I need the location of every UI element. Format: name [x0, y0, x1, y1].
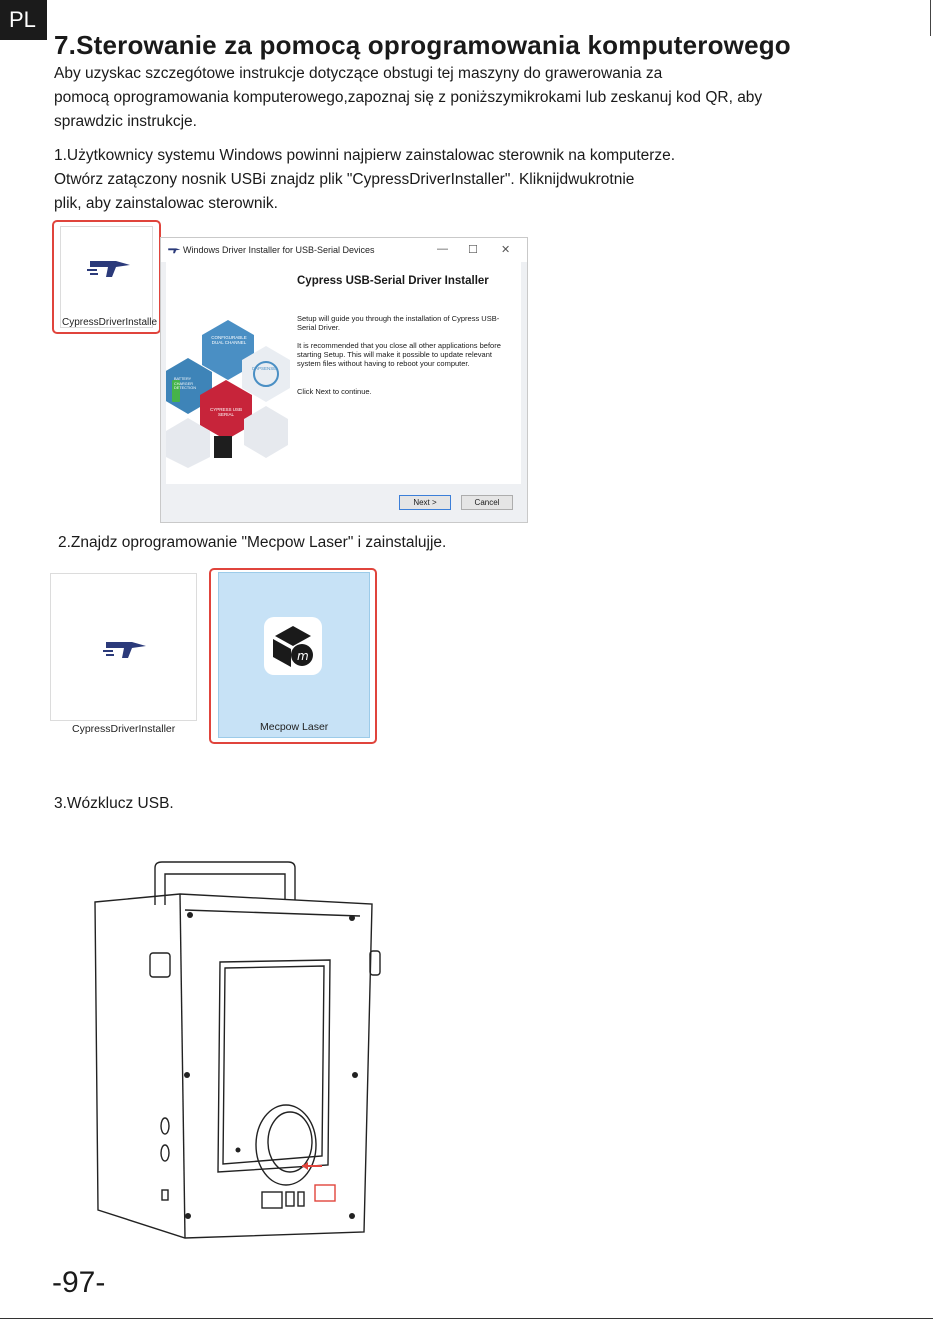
- bottom-rule: [0, 1318, 933, 1319]
- step1-paragraph: [54, 144, 814, 216]
- intro-line-1: Aby uzyskac szczegótowe instrukcje dotyczące obstugi tej maszyny do grawerowania za: [54, 65, 663, 82]
- step3-text: 3.Wózklucz USB.: [54, 795, 174, 812]
- mecpow-file-highlight: [209, 568, 377, 744]
- installer-titlebar: [161, 238, 527, 262]
- hex-battery-label: BATTERY CHARGER DETECTION: [174, 377, 196, 390]
- installer-window-title: Windows Driver Installer for USB-Serial Devices: [183, 245, 375, 255]
- installer-text-3: Click Next to continue.: [297, 387, 372, 396]
- cypress-file-label-2: CypressDriverInstaller: [72, 723, 176, 735]
- cancel-button[interactable]: Cancel: [461, 495, 513, 510]
- hex-capsense-label: CAPSENSE: [251, 366, 277, 371]
- intro-line-2: pomocą oprogramowania komputerowego,zapoznaj się z poniższymikrokami lub zeskanuj kod QR, aby: [54, 89, 763, 106]
- driver-installer-window: [160, 237, 528, 523]
- installer-body: [166, 262, 521, 484]
- cypress-file-label: CypressDriverInstalle: [62, 317, 158, 328]
- step1-line-1: 1.Użytkownicy systemu Windows powinni najpierw zainstalowac sterownik na komputerze.: [54, 147, 676, 164]
- cypress-logo-icon-2: [102, 636, 148, 662]
- intro-paragraph: [54, 62, 854, 134]
- hex-cypress-label: CYPRESS USB SERIAL: [209, 407, 242, 417]
- hex-dual-channel-label: CONFIGURABLE DUAL CHANNEL: [211, 335, 247, 345]
- step2-text: 2.Znajdz oprogramowanie "Mecpow Laser" i zainstalujje.: [58, 534, 447, 551]
- top-edge-rule: [930, 0, 931, 36]
- svg-text:m: m: [297, 649, 309, 663]
- intro-line-3: sprawdzic instrukcje.: [54, 113, 197, 130]
- engraver-machine-drawing: [90, 860, 390, 1240]
- installer-heading: Cypress USB-Serial Driver Installer: [297, 275, 489, 287]
- mecpow-file-label: Mecpow Laser: [260, 721, 329, 733]
- next-button[interactable]: Next >: [399, 495, 451, 510]
- page-number: -97-: [52, 1266, 106, 1299]
- cypress-small-icon: [167, 246, 181, 255]
- installer-text-2: It is recommended that you close all other applications before starting Setup. This will make it possible to update relevant system files without having to reboot your computer.: [297, 341, 501, 368]
- section-title: 7.Sterowanie za pomocą oprogramowania komputerowego: [54, 30, 791, 60]
- minimize-icon[interactable]: —: [437, 243, 448, 255]
- installer-text-1: Setup will guide you through the installation of Cypress USB-Serial Driver.: [297, 314, 500, 332]
- close-icon[interactable]: ✕: [501, 244, 511, 256]
- step1-line-3: plik, aby zainstalowac sterownik.: [54, 195, 278, 212]
- language-tab: PL: [0, 0, 47, 40]
- cypress-file-highlight: [52, 220, 161, 334]
- step1-line-2: Otwórz zatączony nosnik USBi znajdz plik "CypressDriverInstaller". Kliknijdwukrotnie: [54, 171, 635, 188]
- maximize-icon[interactable]: ☐: [468, 244, 478, 256]
